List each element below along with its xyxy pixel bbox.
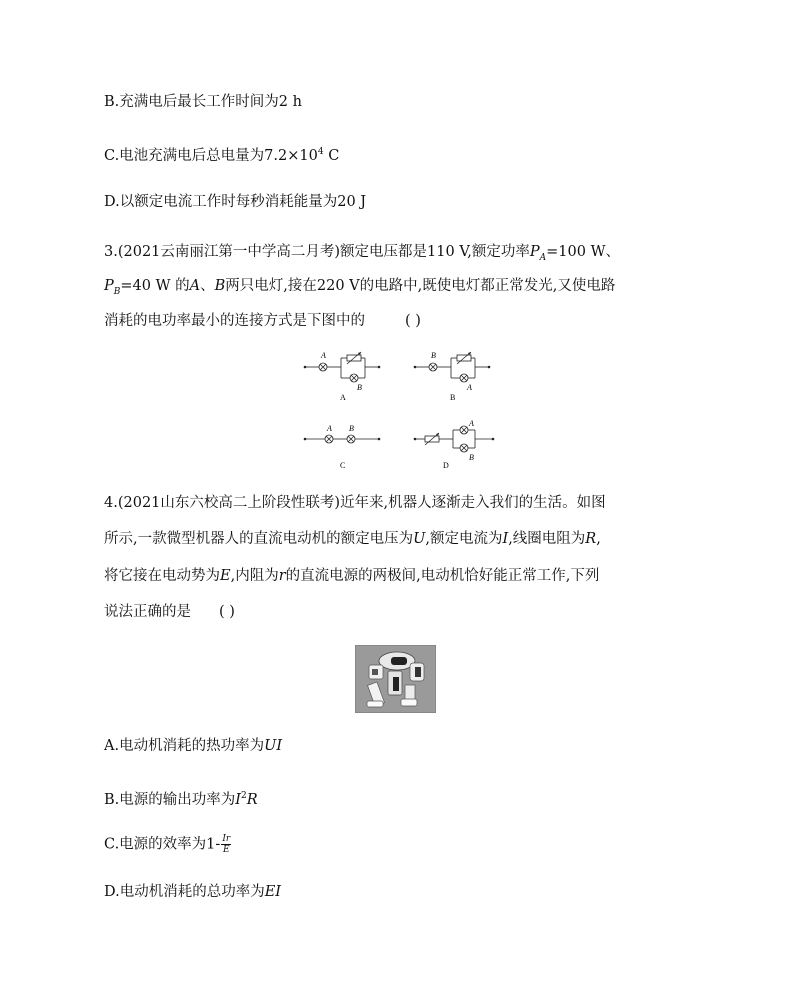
q4-var-u: U	[413, 531, 426, 547]
q4-option-a	[104, 736, 282, 756]
circuit-d-caption: D	[443, 461, 449, 470]
q4-var-e: E	[220, 568, 231, 584]
q3-sep: 、	[200, 278, 215, 294]
q4-line3	[104, 566, 599, 586]
circuit-c-lamp2-label: B	[349, 424, 354, 433]
q3-pa-sub: A	[539, 252, 547, 263]
q4-line2-mid1: ,额定电流为	[425, 531, 503, 547]
q4-option-c-num: Ir	[222, 834, 231, 844]
circuit-b	[413, 350, 493, 402]
q4-option-b-text: B.电源的输出功率为	[104, 791, 236, 808]
circuit-c	[303, 422, 383, 472]
q4-answer-paren: ( )	[219, 604, 235, 620]
circuit-b-lamp2-label: A	[467, 383, 472, 392]
circuit-a-lamp2-label: B	[357, 383, 362, 392]
option-c-exponent: 4	[317, 147, 324, 157]
q3-line2-text: =40 W 的	[120, 278, 190, 294]
circuit-a-caption: A	[340, 393, 346, 402]
q4-var-i: I	[502, 531, 509, 547]
q3-line2	[104, 276, 615, 302]
q3-line2-tail: 两只电灯,接在220 V的电路中,既使电灯都正常发光,又使电路	[225, 278, 616, 294]
option-c-unit: C	[323, 147, 340, 164]
q4-var-small-r: r	[278, 568, 286, 584]
q3-lamp-a: A	[189, 278, 201, 294]
option-b: B.充满电后最长工作时间为2 h	[104, 94, 302, 110]
q3-line1	[104, 242, 620, 268]
q4-option-c-fraction	[221, 834, 231, 855]
q4-line2	[104, 529, 601, 549]
q4-option-d-var: EI	[264, 884, 282, 900]
q4-var-r: R	[585, 531, 597, 547]
circuit-d	[413, 419, 498, 472]
q3-answer-paren: ( )	[405, 313, 421, 329]
q4-line4	[104, 602, 235, 622]
q4-option-d-text: D.电动机消耗的总功率为	[104, 884, 265, 900]
q4-line3-mid: ,内阻为	[230, 568, 279, 584]
q4-option-d	[104, 882, 281, 902]
q4-option-c	[104, 834, 231, 855]
q4-line2-mid2: ,线圈电阻为	[508, 531, 586, 547]
q4-line3-text: 将它接在电动势为	[104, 568, 220, 584]
q4-line1: 4.(2021山东六校高二上阶段性联考)近年来,机器人逐渐走入我们的生活。如图	[104, 495, 606, 511]
q4-line4-text: 说法正确的是	[104, 604, 191, 620]
q4-line2-text: 所示,一款微型机器人的直流电动机的额定电压为	[104, 531, 414, 547]
q4-option-c-text: C.电源的效率为1-	[104, 836, 221, 853]
circuit-b-caption: B	[450, 393, 456, 402]
circuit-b-lamp1-label: B	[431, 351, 436, 360]
robot-image	[355, 645, 436, 713]
q4-option-a-text: A.电动机消耗的热功率为	[104, 738, 265, 754]
circuit-c-caption: C	[340, 461, 346, 470]
q4-option-c-den: E	[222, 845, 230, 855]
q4-option-a-var: UI	[264, 738, 283, 754]
q4-option-b-var1: I	[235, 791, 241, 808]
q3-line3	[104, 311, 421, 331]
q3-pb-sub: B	[113, 286, 121, 297]
q4-option-b	[104, 786, 258, 810]
circuit-d-lamp2-label: B	[469, 453, 474, 462]
circuit-c-lamp1-label: A	[327, 424, 332, 433]
q3-pb: P	[104, 278, 114, 294]
q3-pa: P	[529, 244, 540, 260]
q4-option-b-sup: 2	[241, 791, 247, 801]
option-c	[104, 142, 339, 166]
circuit-d-lamp1-label: A	[469, 419, 474, 428]
option-c-text: C.电池充满电后总电量为7.2×10	[104, 147, 318, 164]
q3-line1-end: =100 W、	[546, 244, 620, 260]
option-d: D.以额定电流工作时每秒消耗能量为20 J	[104, 194, 367, 210]
circuit-a-lamp1-label: A	[321, 351, 326, 360]
q4-line2-end: ,	[596, 531, 601, 547]
circuit-a	[303, 350, 383, 402]
q4-option-b-var2: R	[246, 791, 258, 808]
q4-line3-end: 的直流电源的两极间,电动机恰好能正常工作,下列	[285, 568, 600, 584]
q3-line3-text: 消耗的电功率最小的连接方式是下图中的	[104, 313, 365, 329]
q3-lamp-b: B	[214, 278, 226, 294]
q3-line1-text: 3.(2021云南丽江第一中学高二月考)额定电压都是110 V,额定功率	[104, 244, 530, 260]
